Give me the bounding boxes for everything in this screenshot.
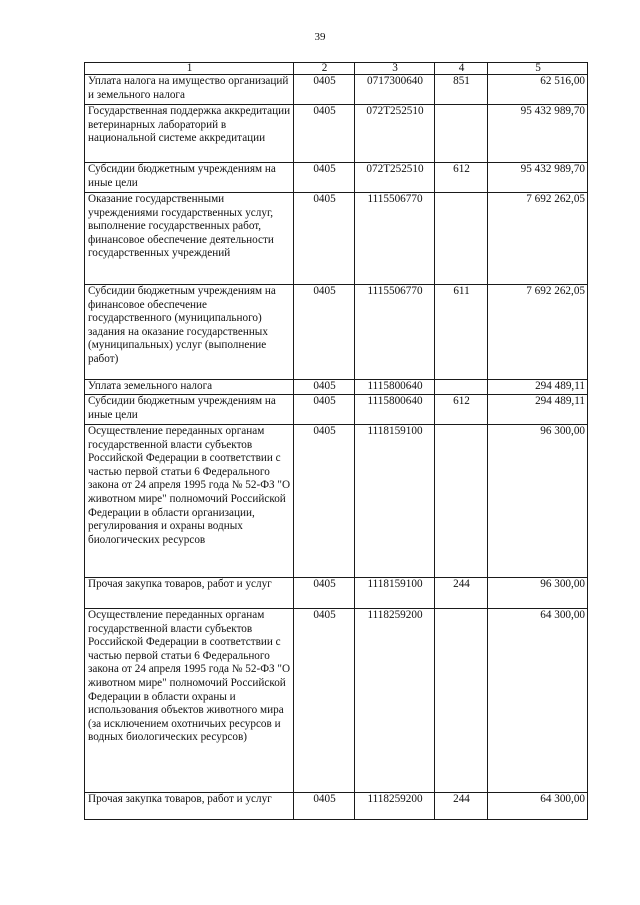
row-expense-type xyxy=(435,193,488,285)
row-section-code: 0405 xyxy=(294,395,355,425)
row-target-code: 072T252510 xyxy=(355,105,435,163)
column-header-number: 2 xyxy=(294,63,355,75)
row-name: Уплата земельного налога xyxy=(85,380,294,395)
table-row xyxy=(85,105,588,163)
row-section-code: 0405 xyxy=(294,285,355,380)
row-target-code: 1115800640 xyxy=(355,380,435,395)
row-amount: 7 692 262,05 xyxy=(488,193,588,285)
table-row xyxy=(85,793,588,820)
row-amount: 96 300,00 xyxy=(488,425,588,578)
row-expense-type xyxy=(435,425,488,578)
row-amount: 294 489,11 xyxy=(488,380,588,395)
row-expense-type: 244 xyxy=(435,578,488,609)
row-name: Субсидии бюджетным учреждениям на иные цели xyxy=(85,395,294,425)
row-name: Субсидии бюджетным учреждениям на финансовое обеспечение государственного (муниципального) задания на оказание государственных (муниципальных) услуг (выполнение работ) xyxy=(85,285,294,380)
row-target-code: 1118159100 xyxy=(355,425,435,578)
row-expense-type: 851 xyxy=(435,75,488,105)
row-name: Осуществление переданных органам государственной власти субъектов Российской Федерации в соответствии с частью первой статьи 6 Федерального закона от 24 апреля 1995 года № 52-ФЗ "О животном мире" полномочий Российской Федерации в области организации, регулирования и охраны водных биологических ресурсов xyxy=(85,425,294,578)
row-name: Государственная поддержка аккредитации ветеринарных лабораторий в национальной системе аккредитации xyxy=(85,105,294,163)
row-section-code: 0405 xyxy=(294,163,355,193)
table-row xyxy=(85,193,588,285)
row-section-code: 0405 xyxy=(294,578,355,609)
row-target-code: 1115800640 xyxy=(355,395,435,425)
row-expense-type: 244 xyxy=(435,793,488,820)
row-expense-type: 612 xyxy=(435,163,488,193)
row-amount: 294 489,11 xyxy=(488,395,588,425)
row-target-code: 1118259200 xyxy=(355,793,435,820)
row-section-code: 0405 xyxy=(294,105,355,163)
row-name: Субсидии бюджетным учреждениям на иные цели xyxy=(85,163,294,193)
row-target-code: 072T252510 xyxy=(355,163,435,193)
row-section-code: 0405 xyxy=(294,380,355,395)
column-header-number: 3 xyxy=(355,63,435,75)
row-name: Оказание государственными учреждениями государственных услуг, выполнение государственных работ, финансовое обеспечение деятельности государственных учреждений xyxy=(85,193,294,285)
row-amount: 95 432 989,70 xyxy=(488,163,588,193)
row-target-code: 1118259200 xyxy=(355,609,435,793)
row-amount: 62 516,00 xyxy=(488,75,588,105)
row-section-code: 0405 xyxy=(294,609,355,793)
row-section-code: 0405 xyxy=(294,425,355,578)
row-target-code: 1115506770 xyxy=(355,285,435,380)
table-row xyxy=(85,609,588,793)
row-amount: 64 300,00 xyxy=(488,609,588,793)
row-name: Уплата налога на имущество организаций и земельного налога xyxy=(85,75,294,105)
row-expense-type: 611 xyxy=(435,285,488,380)
table-row xyxy=(85,285,588,380)
table-row xyxy=(85,380,588,395)
row-name: Прочая закупка товаров, работ и услуг xyxy=(85,793,294,820)
row-amount: 96 300,00 xyxy=(488,578,588,609)
column-header-number: 5 xyxy=(488,63,588,75)
column-header-number: 1 xyxy=(85,63,294,75)
table-row xyxy=(85,425,588,578)
budget-table xyxy=(84,62,588,820)
row-expense-type xyxy=(435,380,488,395)
table-header-row xyxy=(85,63,588,75)
row-expense-type: 612 xyxy=(435,395,488,425)
row-section-code: 0405 xyxy=(294,193,355,285)
table-row xyxy=(85,395,588,425)
row-amount: 7 692 262,05 xyxy=(488,285,588,380)
row-target-code: 1115506770 xyxy=(355,193,435,285)
row-section-code: 0405 xyxy=(294,793,355,820)
table-row xyxy=(85,75,588,105)
table-row xyxy=(85,163,588,193)
column-header-number: 4 xyxy=(435,63,488,75)
row-expense-type xyxy=(435,105,488,163)
row-amount: 95 432 989,70 xyxy=(488,105,588,163)
row-amount: 64 300,00 xyxy=(488,793,588,820)
row-name: Прочая закупка товаров, работ и услуг xyxy=(85,578,294,609)
row-name: Осуществление переданных органам государственной власти субъектов Российской Федерации в соответствии с частью первой статьи 6 Федерального закона от 24 апреля 1995 года № 52-ФЗ "О животном мире" полномочий Российской Федерации в области охраны и использования объектов животного мира (за исключением охотничьих ресурсов и водных биологических ресурсов) xyxy=(85,609,294,793)
row-section-code: 0405 xyxy=(294,75,355,105)
row-expense-type xyxy=(435,609,488,793)
page-number: 39 xyxy=(314,31,326,43)
row-target-code: 1118159100 xyxy=(355,578,435,609)
row-target-code: 0717300640 xyxy=(355,75,435,105)
table-row xyxy=(85,578,588,609)
